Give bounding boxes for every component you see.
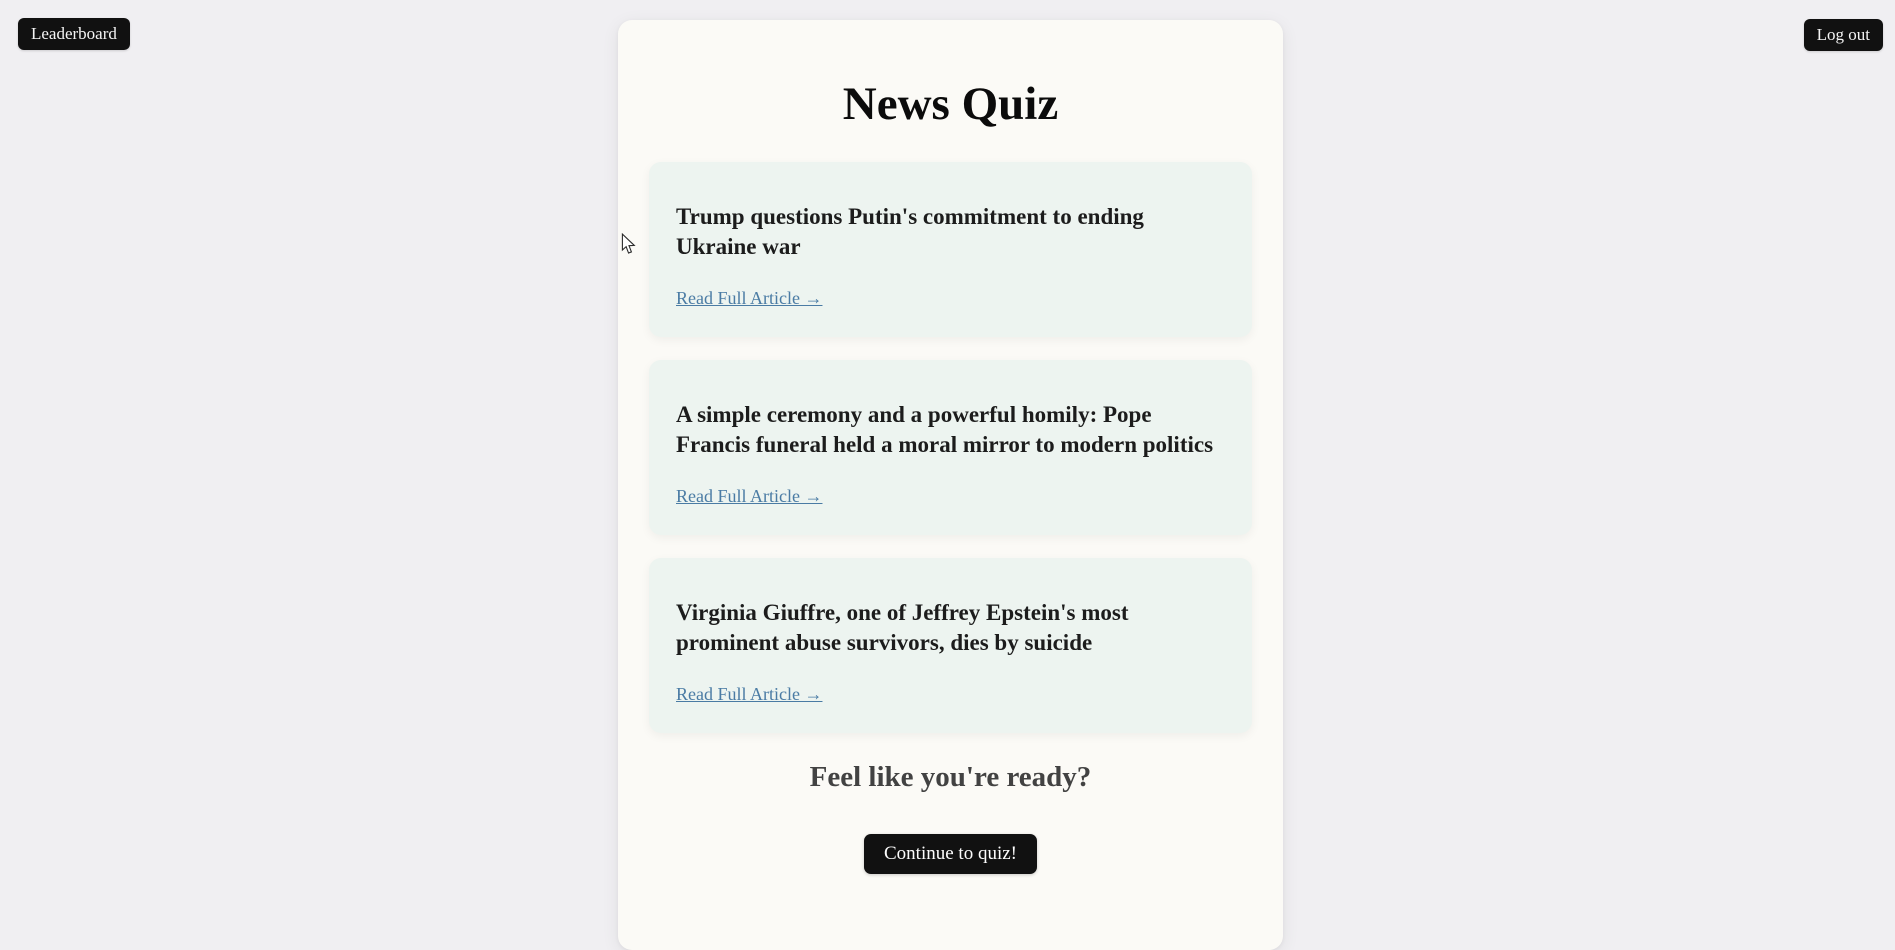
read-article-link[interactable]: Read Full Article → (676, 486, 823, 506)
read-article-link[interactable]: Read Full Article → (676, 684, 823, 704)
article-card (649, 558, 1252, 733)
article-headline: Virginia Giuffre, one of Jeffrey Epstein's most prominent abuse survivors, dies by suicide (676, 600, 1129, 655)
article-card (649, 162, 1252, 337)
leaderboard-button[interactable]: Leaderboard (18, 18, 130, 50)
ready-prompt: Feel like you're ready? (809, 761, 1092, 793)
read-article-link[interactable]: Read Full Article → (676, 288, 823, 308)
quiz-card (618, 20, 1283, 950)
article-headline: Trump questions Putin's commitment to ending Ukraine war (676, 204, 1144, 259)
article-card (649, 360, 1252, 535)
article-headline: A simple ceremony and a powerful homily: Pope Francis funeral held a moral mirror to modern politics (676, 402, 1214, 457)
logout-button[interactable]: Log out (1804, 19, 1883, 51)
page-title: News Quiz (842, 78, 1059, 130)
continue-quiz-button[interactable]: Continue to quiz! (864, 834, 1037, 874)
